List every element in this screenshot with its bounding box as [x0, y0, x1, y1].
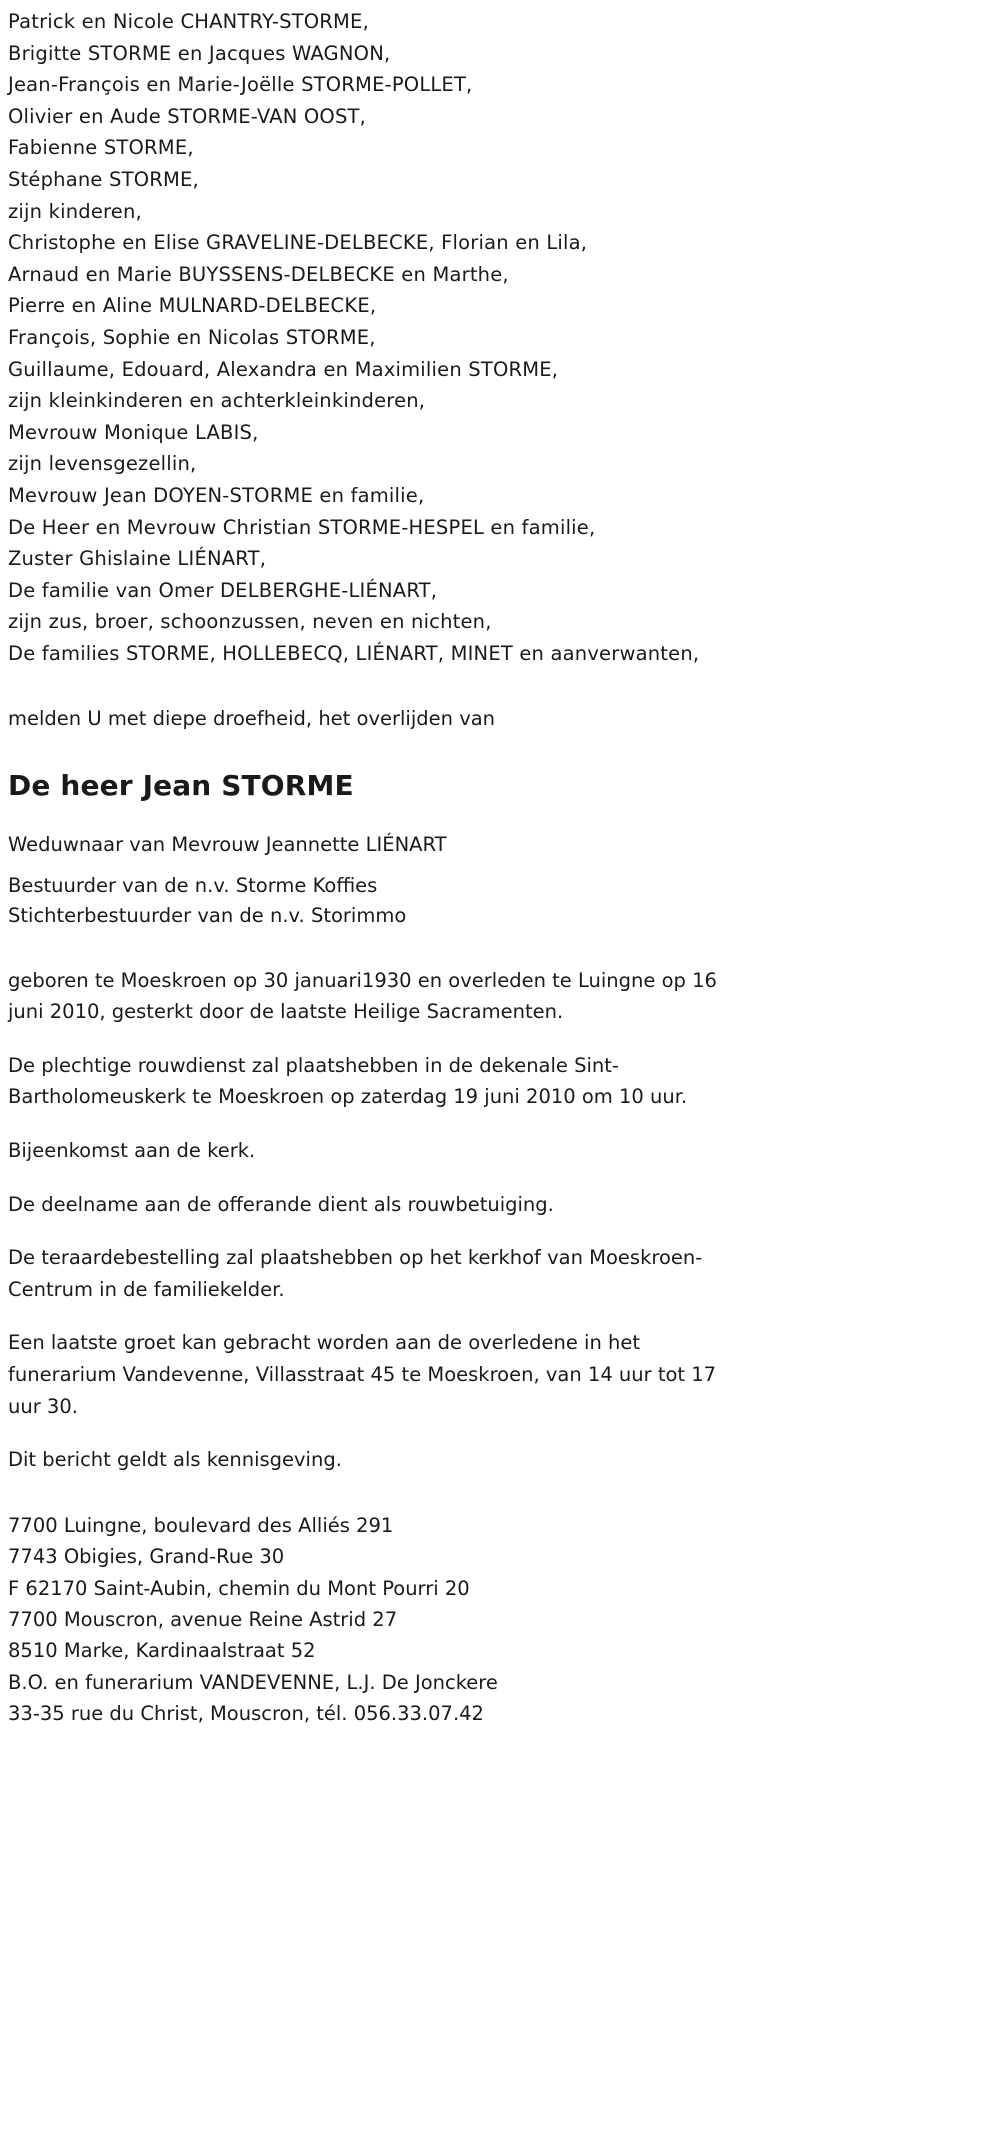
spacer-before-announcement [8, 669, 980, 703]
mourner-line: Patrick en Nicole CHANTRY-STORME, [8, 10, 369, 33]
funeral-details [8, 965, 980, 1476]
mourner-line: Christophe en Elise GRAVELINE-DELBECKE, Florian en Lila, [8, 231, 588, 255]
detail-paragraph: geboren te Moeskroen op 30 januari1930 en overleden te Luingne op 16 juni 2010, gesterkt door de laatste Heilige Sacramenten. [8, 968, 717, 1024]
deceased-spouse-line: Weduwnaar van Mevrouw Jeannette LIÉNART [8, 833, 447, 857]
address-line: B.O. en funerarium VANDEVENNE, L.J. De Jonckere [8, 1670, 498, 1694]
spacer-before-addresses [8, 1476, 980, 1510]
spacer-before-roles [8, 861, 980, 871]
mourner-line: zijn levensgezellin, [8, 452, 197, 476]
spacer-before-name [8, 735, 980, 769]
address-line: 7700 Luingne, boulevard des Alliés 291 [8, 1513, 394, 1537]
address-line: F 62170 Saint-Aubin, chemin du Mont Pourri 20 [8, 1576, 470, 1600]
mourner-line: Fabienne STORME, [8, 136, 194, 160]
mourner-line: zijn zus, broer, schoonzussen, neven en nichten, [8, 610, 492, 634]
deceased-name: De heer Jean STORME [8, 769, 354, 803]
detail-paragraph: De teraardebestelling zal plaatshebben op het kerkhof van Moeskroen-Centrum in de familiekelder. [8, 1246, 703, 1301]
mourner-line: De families STORME, HOLLEBECQ, LIÉNART, MINET en aanverwanten, [8, 641, 700, 665]
spacer-before-details [8, 931, 980, 965]
mourner-line: zijn kleinkinderen en achterkleinkinderen, [8, 389, 426, 413]
deceased-role: Bestuurder van de n.v. Storme Koffies [8, 873, 378, 897]
mourner-line: Mevrouw Monique LABIS, [8, 420, 259, 444]
mourner-line: Mevrouw Jean DOYEN-STORME en familie, [8, 483, 425, 507]
address-line: 33-35 rue du Christ, Mouscron, tél. 056.33.07.42 [8, 1702, 484, 1726]
mourner-line: zijn kinderen, [8, 199, 142, 223]
detail-paragraph: Bijeenkomst aan de kerk. [8, 1139, 256, 1163]
mourner-line: Brigitte STORME en Jacques WAGNON, [8, 41, 391, 65]
spacer-after-name [8, 803, 980, 829]
address-line: 7700 Mouscron, avenue Reine Astrid 27 [8, 1608, 398, 1631]
detail-paragraph: De plechtige rouwdienst zal plaatshebben in de dekenale Sint-Bartholomeuskerk te Moeskroen op zaterdag 19 juni 2010 om 10 uur. [8, 1053, 688, 1109]
address-line: 8510 Marke, Kardinaalstraat 52 [8, 1639, 316, 1663]
mourner-line: De Heer en Mevrouw Christian STORME-HESPEL en familie, [8, 515, 596, 539]
mourners-list [8, 6, 980, 669]
detail-paragraph: Dit bericht geldt als kennisgeving. [8, 1448, 342, 1472]
address-line: 7743 Obigies, Grand-Rue 30 [8, 1545, 285, 1569]
mourner-line: Jean-François en Marie-Joëlle STORME-POLLET, [8, 73, 473, 97]
mourner-line: François, Sophie en Nicolas STORME, [8, 325, 376, 349]
announcement-line: melden U met diepe droefheid, het overlijden van [8, 707, 496, 731]
detail-paragraph: De deelname aan de offerande dient als rouwbetuiging. [8, 1192, 554, 1216]
mourner-line: Olivier en Aude STORME-VAN OOST, [8, 104, 367, 128]
mourner-line: Zuster Ghislaine LIÉNART, [8, 547, 267, 571]
mourner-line: Pierre en Aline MULNARD-DELBECKE, [8, 294, 377, 318]
mourner-line: Arnaud en Marie BUYSSENS-DELBECKE en Marthe, [8, 262, 509, 286]
detail-paragraph: Een laatste groet kan gebracht worden aan de overledene in het funerarium Vandevenne, Villasstraat 45 te Moeskroen, van 14 uur tot 17 uur 30. [8, 1331, 717, 1418]
mourner-line: Guillaume, Edouard, Alexandra en Maximilien STORME, [8, 357, 559, 381]
address-list [8, 1510, 980, 1730]
mourner-line: De familie van Omer DELBERGHE-LIÉNART, [8, 578, 438, 602]
mourner-line: Stéphane STORME, [8, 167, 199, 191]
deceased-roles-list [8, 871, 980, 931]
deceased-role: Stichterbestuurder van de n.v. Storimmo [8, 903, 407, 927]
